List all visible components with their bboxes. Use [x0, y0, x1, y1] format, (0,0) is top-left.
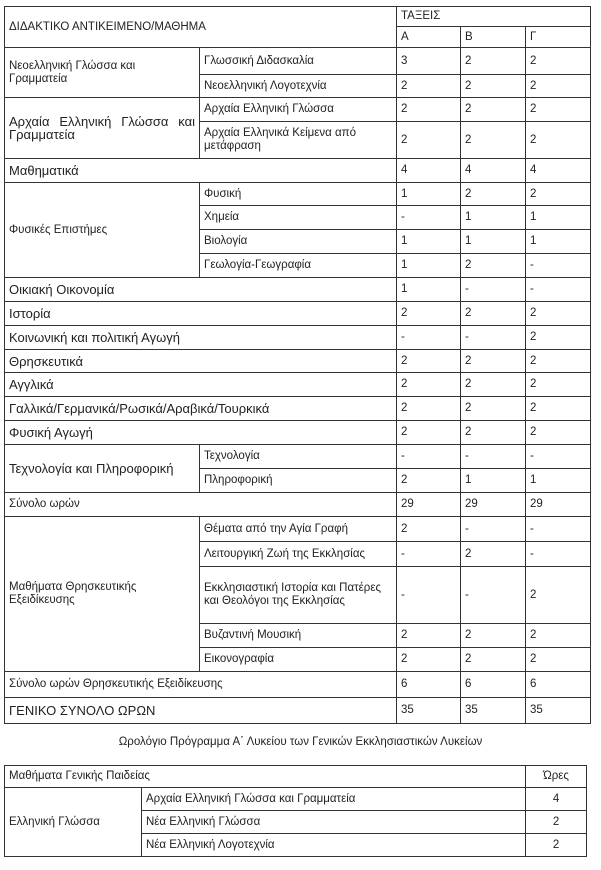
class-a-header: Α — [397, 27, 461, 48]
table-row — [5, 98, 591, 122]
hours-b: 2 — [461, 183, 526, 206]
table-row — [5, 373, 591, 397]
subject-label: Νεοελληνική Λογοτεχνία — [200, 75, 397, 98]
hours-b: 2 — [461, 254, 526, 278]
subject-label: Εκκλησιαστική Ιστορία και Πατέρες και Θεολόγοι της Εκκλησίας — [200, 567, 397, 624]
hours-header: Ώρες — [526, 766, 587, 788]
general-education-table — [4, 765, 587, 857]
hours-a: 6 — [397, 672, 461, 698]
hours-c: 29 — [526, 493, 591, 517]
hours-a: 4 — [397, 159, 461, 183]
hours-a: - — [397, 206, 461, 230]
hours-b: 2 — [461, 75, 526, 98]
subject-label: Βιολογία — [200, 230, 397, 254]
grand-total-label: ΓΕΝΙΚΟ ΣΥΝΟΛΟ ΩΡΩΝ — [5, 698, 397, 724]
table-row — [5, 183, 591, 206]
subject-label: Νέα Ελληνική Γλώσσα — [142, 811, 526, 834]
hours-b: 2 — [461, 421, 526, 445]
hours-value: 2 — [526, 811, 587, 834]
subject-label: Γεωλογία-Γεωγραφία — [200, 254, 397, 278]
hours-c: 2 — [526, 183, 591, 206]
hours-a: 2 — [397, 98, 461, 122]
hours-b: 1 — [461, 469, 526, 493]
subject-label: Ιστορία — [5, 302, 397, 326]
table-row — [5, 302, 591, 326]
subject-label: Τεχνολογία — [200, 445, 397, 469]
hours-c: 6 — [526, 672, 591, 698]
hours-b: 35 — [461, 698, 526, 724]
hours-a: 2 — [397, 350, 461, 373]
hours-b: - — [461, 445, 526, 469]
hours-b: 1 — [461, 230, 526, 254]
table-row — [5, 672, 591, 698]
hours-a: 2 — [397, 397, 461, 421]
hours-c: 2 — [526, 302, 591, 326]
subject-label: Οικιακή Οικονομία — [5, 278, 397, 302]
group-label: Αρχαία Ελληνική Γλώσσα και Γραμματεία — [5, 98, 200, 159]
hours-c: 2 — [526, 567, 591, 624]
hours-c: 2 — [526, 397, 591, 421]
subject-label: Χημεία — [200, 206, 397, 230]
table-header-row — [5, 766, 587, 788]
class-b-header: Β — [461, 27, 526, 48]
hours-a: 2 — [397, 421, 461, 445]
subject-label: Εικονογραφία — [200, 648, 397, 672]
subject-column-header: ΔΙΔΑΚΤΙΚΟ ΑΝΤΙΚΕΙΜΕΝΟ/ΜΑΘΗΜΑ — [5, 7, 397, 48]
hours-c: - — [526, 542, 591, 567]
subject-label: Σύνολο ωρών Θρησκευτικής Εξειδίκευσης — [5, 672, 397, 698]
table-row — [5, 278, 591, 302]
hours-b: 2 — [461, 122, 526, 159]
classes-header: ΤΑΞΕΙΣ — [397, 7, 591, 27]
hours-a: 2 — [397, 648, 461, 672]
table-row — [5, 445, 591, 469]
hours-c: 2 — [526, 350, 591, 373]
hours-c: 2 — [526, 326, 591, 350]
hours-a: - — [397, 326, 461, 350]
table-row — [5, 350, 591, 373]
hours-b: 2 — [461, 98, 526, 122]
hours-a: 1 — [397, 278, 461, 302]
curriculum-table — [4, 6, 591, 724]
hours-b: 2 — [461, 542, 526, 567]
subject-label: Βυζαντινή Μουσική — [200, 624, 397, 648]
hours-c: 4 — [526, 159, 591, 183]
subjects-header: Μαθήματα Γενικής Παιδείας — [5, 766, 526, 788]
hours-a: - — [397, 445, 461, 469]
table-row — [5, 326, 591, 350]
hours-value: 2 — [526, 834, 587, 857]
hours-a: 29 — [397, 493, 461, 517]
hours-b: 2 — [461, 48, 526, 75]
hours-a: 2 — [397, 373, 461, 397]
table-row — [5, 788, 587, 811]
subject-label: Κοινωνική και πολιτική Αγωγή — [5, 326, 397, 350]
hours-a: 1 — [397, 254, 461, 278]
table-row — [5, 421, 591, 445]
table-header-row — [5, 7, 591, 27]
hours-c: 2 — [526, 75, 591, 98]
subject-label: Αρχαία Ελληνική Γλώσσα και Γραμματεία — [142, 788, 526, 811]
subject-label: Νέα Ελληνική Λογοτεχνία — [142, 834, 526, 857]
hours-c: 35 — [526, 698, 591, 724]
hours-a: 2 — [397, 122, 461, 159]
subject-label: Φυσική Αγωγή — [5, 421, 397, 445]
hours-a: 1 — [397, 183, 461, 206]
subject-label: Μαθηματικά — [5, 159, 397, 183]
hours-c: 2 — [526, 373, 591, 397]
group-label: Φυσικές Επιστήμες — [5, 183, 200, 278]
subject-label: Αρχαία Ελληνικά Κείμενα από μετάφραση — [200, 122, 397, 159]
hours-b: 2 — [461, 302, 526, 326]
hours-b: 6 — [461, 672, 526, 698]
table-row — [5, 159, 591, 183]
subject-label: Αγγλικά — [5, 373, 397, 397]
hours-b: - — [461, 567, 526, 624]
hours-a: 1 — [397, 230, 461, 254]
hours-a: 2 — [397, 517, 461, 542]
hours-c: - — [526, 445, 591, 469]
subject-label: Θρησκευτικά — [5, 350, 397, 373]
hours-c: 2 — [526, 648, 591, 672]
hours-a: - — [397, 567, 461, 624]
hours-b: 2 — [461, 648, 526, 672]
table-row — [5, 698, 591, 724]
hours-a: 3 — [397, 48, 461, 75]
table-row — [5, 397, 591, 421]
hours-b: 2 — [461, 624, 526, 648]
hours-c: 2 — [526, 624, 591, 648]
class-c-header: Γ — [526, 27, 591, 48]
subject-label: Φυσική — [200, 183, 397, 206]
hours-a: 35 — [397, 698, 461, 724]
group-label: Μαθήματα Θρησκευτικής Εξειδίκευσης — [5, 517, 200, 672]
hours-c: 1 — [526, 230, 591, 254]
hours-a: 2 — [397, 469, 461, 493]
hours-a: - — [397, 542, 461, 567]
hours-b: 2 — [461, 350, 526, 373]
hours-b: 2 — [461, 397, 526, 421]
hours-c: 1 — [526, 469, 591, 493]
hours-value: 4 — [526, 788, 587, 811]
subject-label: Αρχαία Ελληνική Γλώσσα — [200, 98, 397, 122]
group-label: Νεοελληνική Γλώσσα και Γραμματεία — [5, 48, 200, 98]
hours-a: 2 — [397, 302, 461, 326]
hours-a: 2 — [397, 75, 461, 98]
hours-b: 4 — [461, 159, 526, 183]
table-row — [5, 493, 591, 517]
subject-label: Λειτουργική Ζωή της Εκκλησίας — [200, 542, 397, 567]
hours-c: - — [526, 254, 591, 278]
hours-b: 1 — [461, 206, 526, 230]
hours-c: 2 — [526, 421, 591, 445]
hours-b: - — [461, 517, 526, 542]
hours-c: 2 — [526, 48, 591, 75]
hours-b: 2 — [461, 373, 526, 397]
subject-label: Γλωσσική Διδασκαλία — [200, 48, 397, 75]
subject-label: Πληροφορική — [200, 469, 397, 493]
table-row — [5, 48, 591, 75]
group-label: Ελληνική Γλώσσα — [5, 788, 142, 857]
hours-c: 2 — [526, 122, 591, 159]
hours-b: - — [461, 278, 526, 302]
table-row — [5, 517, 591, 542]
subject-label: Σύνολο ωρών — [5, 493, 397, 517]
hours-a: 2 — [397, 624, 461, 648]
table-caption: Ωρολόγιο Πρόγραμμα Α΄ Λυκείου των Γενικών Εκκλησιαστικών Λυκείων — [118, 736, 483, 748]
hours-c: 2 — [526, 98, 591, 122]
subject-label: Γαλλικά/Γερμανικά/Ρωσικά/Αραβικά/Τουρκικά — [5, 397, 397, 421]
hours-b: 29 — [461, 493, 526, 517]
hours-b: - — [461, 326, 526, 350]
hours-c: 1 — [526, 206, 591, 230]
hours-c: - — [526, 517, 591, 542]
hours-c: - — [526, 278, 591, 302]
group-label: Τεχνολογία και Πληροφορική — [5, 445, 200, 493]
subject-label: Θέματα από την Αγία Γραφή — [200, 517, 397, 542]
